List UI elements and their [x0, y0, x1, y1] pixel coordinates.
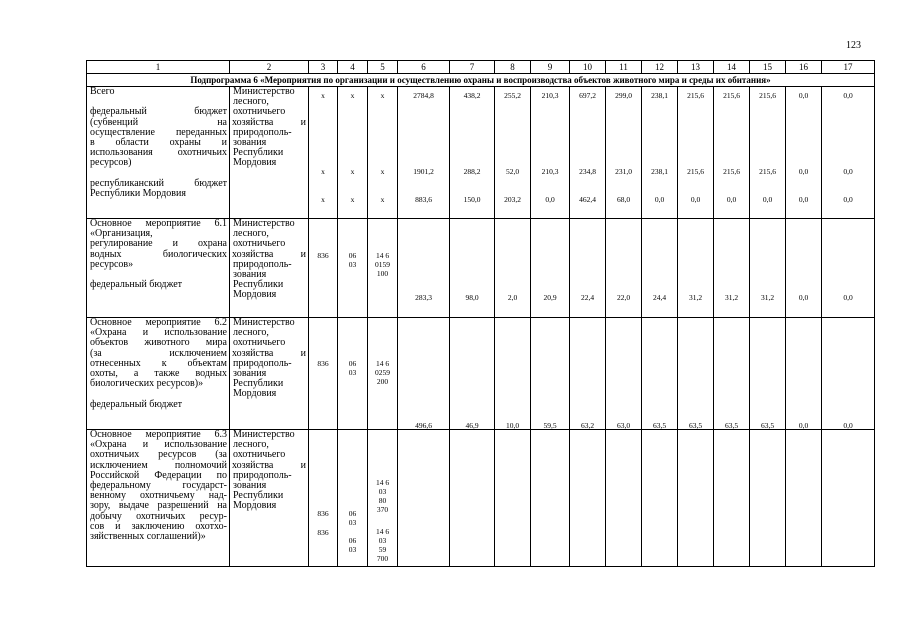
cell-text-line: охотничьего: [233, 238, 286, 250]
cell-text-line: регулирование и охрана: [90, 238, 227, 250]
value: 20,9: [543, 293, 557, 302]
cell-text-line: Министерство: [233, 87, 295, 97]
value: 0,0: [843, 293, 853, 302]
cell-text-line: федеральный бюджет: [90, 279, 183, 291]
cell-section-code: [338, 219, 368, 318]
cell-text-line: «Охрана и использование: [90, 439, 227, 451]
value: 0,0: [798, 167, 809, 176]
header-col-12: 12: [642, 61, 678, 74]
header-row: [87, 61, 875, 74]
code-value: 14 6: [375, 478, 390, 487]
cell-text-line: зору, выдаче разрешений на: [90, 500, 227, 512]
cell-text-line: Республики: [233, 378, 284, 390]
cell-value-col-17: [822, 430, 875, 567]
header-col-1: 1: [87, 61, 230, 74]
header-col-7: 7: [450, 61, 495, 74]
code-mark: x: [380, 195, 385, 204]
code-value: 14 6: [375, 359, 390, 368]
code-mark: x: [321, 195, 325, 204]
cell-text-line: добычу охотничьих ресур-: [90, 510, 227, 522]
code-mark: x: [321, 91, 325, 100]
table-row-m61: [87, 219, 875, 318]
header-col-9: 9: [531, 61, 570, 74]
cell-text-line: хозяйства и: [232, 347, 306, 359]
cell-text-line: водных биологических: [90, 248, 227, 260]
value: 24,4: [652, 293, 667, 302]
cell-target-code: [368, 87, 398, 219]
cell-value-col-8: [495, 87, 531, 219]
value: 2784,8: [413, 91, 434, 100]
cell-value-col-13: [678, 87, 714, 219]
cell-text-line: (за исключением: [90, 347, 227, 359]
cell-executor: [230, 318, 309, 430]
value: 210,3: [541, 91, 559, 100]
cell-value-col-11: [606, 219, 642, 318]
cell-value-col-7: [450, 219, 495, 318]
value: 288,2: [463, 167, 481, 176]
cell-section-code: [338, 87, 368, 219]
cell-value-col-12: [642, 87, 678, 219]
cell-value-col-16: [786, 87, 822, 219]
cell-value-col-15: [750, 318, 786, 430]
code-value: 06: [348, 536, 357, 545]
cell-value-col-10: [570, 318, 606, 430]
value: 22,4: [580, 293, 595, 302]
cell-ministry-code: [309, 87, 338, 219]
code-value: 200: [376, 377, 389, 386]
cell-text-line: Основное мероприятие 6.3: [90, 430, 227, 440]
code-mark: x: [321, 167, 325, 176]
cell-text-line: исключением полномочий: [90, 459, 227, 471]
cell-value-col-14: [714, 430, 750, 567]
cell-text-line: федеральный бюджет: [90, 398, 183, 410]
page-number: 123: [846, 40, 861, 51]
cell-value-col-13: [678, 430, 714, 567]
header-col-3: 3: [309, 61, 338, 74]
value: 210,3: [541, 167, 559, 176]
cell-text-line: лесного,: [233, 96, 269, 108]
code-mark: x: [380, 91, 385, 100]
cell-value-col-7: [450, 430, 495, 567]
cell-text-line: зования: [233, 480, 267, 491]
code-value: 836: [317, 528, 329, 537]
cell-value-col-11: [606, 87, 642, 219]
cell-text-line: Республики Мордовия: [90, 188, 186, 199]
header-col-15: 15: [750, 61, 786, 74]
code-value: 700: [376, 554, 389, 563]
value: 63,5: [652, 421, 667, 429]
header-col-8: 8: [495, 61, 531, 74]
cell-value-col-8: [495, 318, 531, 430]
value: 215,6: [687, 91, 704, 100]
code-value: 03: [348, 518, 357, 527]
code-value: 14 6: [375, 527, 390, 536]
code-value: 836: [317, 359, 329, 368]
cell-value-col-17: [822, 219, 875, 318]
value: 0,0: [726, 195, 737, 204]
cell-text-line: зования: [233, 368, 267, 379]
subprogram-row: [87, 74, 875, 87]
value: 255,2: [504, 91, 521, 100]
cell-value-col-6: [398, 219, 450, 318]
cell-value-col-11: [606, 430, 642, 567]
code-value: 03: [348, 368, 357, 377]
cell-text-line: зяйственных соглашений)»: [90, 531, 206, 542]
value: 0,0: [798, 91, 809, 100]
cell-text-line: лесного,: [233, 228, 269, 240]
cell-description: [87, 318, 230, 430]
cell-value-col-15: [750, 430, 786, 567]
value: 0,0: [654, 195, 665, 204]
cell-text-line: охотничьего: [233, 337, 286, 349]
code-value: 80: [378, 496, 387, 505]
table-row-m62: [87, 318, 875, 430]
cell-text-line: охотничьих ресурсов (за: [90, 449, 227, 461]
value: 63,0: [616, 421, 631, 429]
value: 697,2: [579, 91, 596, 100]
value: 238,1: [651, 167, 668, 176]
value: 150,0: [463, 195, 481, 204]
cell-text-line: использования охотничьих: [90, 147, 227, 159]
cell-value-col-9: [531, 318, 570, 430]
value: 63,5: [724, 421, 739, 429]
cell-description: [87, 87, 230, 219]
cell-executor: [230, 219, 309, 318]
cell-section-code: [338, 430, 368, 567]
table-row-total: [87, 87, 875, 219]
value: 496,6: [415, 421, 432, 429]
cell-text-line: зования: [233, 137, 267, 148]
code-value: 0159: [375, 260, 390, 269]
cell-text-line: федеральному государст-: [90, 480, 227, 491]
cell-text-line: Республики: [233, 490, 284, 502]
code-value: 03: [378, 487, 387, 496]
cell-text-line: Мордовия: [233, 388, 277, 400]
code-value: 06: [348, 359, 357, 368]
cell-value-col-7: [450, 87, 495, 219]
header-col-11: 11: [606, 61, 642, 74]
cell-text-line: объектов животного мира: [90, 337, 227, 349]
cell-text-line: Республики: [233, 279, 284, 291]
header-col-6: 6: [398, 61, 450, 74]
cell-target-code: [368, 318, 398, 430]
cell-text-line: Всего: [90, 87, 115, 97]
code-mark: x: [380, 167, 385, 176]
cell-text-line: Основное мероприятие 6.1: [90, 219, 227, 229]
code-value: 836: [317, 251, 329, 260]
cell-text-line: хозяйства и: [232, 459, 306, 471]
value: 215,6: [759, 167, 776, 176]
cell-text-line: «Охрана и использование: [90, 327, 227, 339]
value: 98,0: [465, 293, 479, 302]
cell-text-line: Российской Федерации по: [90, 469, 227, 481]
header-col-16: 16: [786, 61, 822, 74]
cell-value-col-7: [450, 318, 495, 430]
cell-description: [87, 219, 230, 318]
value: 203,2: [504, 195, 521, 204]
value: 0,0: [545, 195, 555, 204]
cell-text-line: природополь-: [233, 469, 292, 481]
cell-text-line: Мордовия: [233, 500, 277, 512]
cell-value-col-11: [606, 318, 642, 430]
cell-text-line: биологических ресурсов)»: [90, 378, 204, 390]
value: 31,2: [724, 293, 739, 302]
value: 63,2: [580, 421, 595, 429]
value: 63,5: [760, 421, 775, 429]
cell-text-line: природополь-: [233, 258, 292, 270]
value: 299,0: [615, 91, 632, 100]
code-mark: x: [350, 167, 355, 176]
cell-text-line: «Организация,: [90, 228, 153, 240]
value: 1901,2: [413, 167, 434, 176]
code-value: 03: [348, 545, 357, 554]
value: 0,0: [762, 195, 773, 204]
cell-value-col-6: [398, 87, 450, 219]
cell-value-col-10: [570, 87, 606, 219]
value: 215,6: [759, 91, 776, 100]
value: 10,0: [505, 421, 520, 429]
code-value: 03: [378, 536, 387, 545]
cell-text-line: федеральный бюджет: [90, 106, 227, 118]
value: 462,4: [579, 195, 596, 204]
cell-value-col-14: [714, 219, 750, 318]
value: 0,0: [798, 195, 809, 204]
cell-text-line: сов и заключению охотхо-: [90, 520, 227, 532]
cell-text-line: лесного,: [233, 327, 269, 339]
value: 438,2: [463, 91, 481, 100]
cell-text-line: Республики: [233, 147, 284, 159]
value: 0,0: [690, 195, 701, 204]
cell-text-line: хозяйства и: [232, 248, 306, 260]
cell-text-line: осуществление переданных: [90, 126, 227, 138]
cell-text-line: Основное мероприятие 6.2: [90, 318, 227, 328]
cell-value-col-17: [822, 318, 875, 430]
code-value: 100: [376, 269, 389, 278]
code-value: 06: [348, 509, 357, 518]
value: 46,9: [465, 421, 479, 429]
cell-text-line: зования: [233, 269, 267, 280]
cell-ministry-code: [309, 318, 338, 430]
cell-text-line: республиканский бюджет: [90, 177, 227, 189]
value: 22,0: [616, 293, 631, 302]
value: 0,0: [798, 293, 809, 302]
header-col-4: 4: [338, 61, 368, 74]
budget-table: [86, 60, 875, 567]
value: 215,6: [723, 91, 740, 100]
value: 52,0: [505, 167, 520, 176]
cell-value-col-17: [822, 87, 875, 219]
value: 234,8: [579, 167, 596, 176]
cell-text-line: Мордовия: [233, 157, 277, 169]
code-value: 03: [348, 260, 357, 269]
cell-value-col-10: [570, 219, 606, 318]
value: 31,2: [760, 293, 775, 302]
cell-text-line: природополь-: [233, 126, 292, 138]
value: 2,0: [507, 293, 518, 302]
code-value: 836: [317, 509, 329, 518]
value: 63,5: [688, 421, 703, 429]
cell-value-col-16: [786, 318, 822, 430]
value: 231,0: [615, 167, 632, 176]
cell-executor: [230, 430, 309, 567]
code-mark: x: [350, 195, 355, 204]
code-value: 06: [348, 251, 357, 260]
cell-text-line: Мордовия: [233, 289, 277, 301]
table-row-m63: [87, 430, 875, 567]
header-col-17: 17: [822, 61, 875, 74]
cell-section-code: [338, 318, 368, 430]
cell-value-col-13: [678, 219, 714, 318]
header-col-13: 13: [678, 61, 714, 74]
header-col-5: 5: [368, 61, 398, 74]
cell-description: [87, 430, 230, 567]
header-col-2: 2: [230, 61, 309, 74]
cell-value-col-10: [570, 430, 606, 567]
cell-value-col-12: [642, 318, 678, 430]
cell-value-col-15: [750, 87, 786, 219]
value: 0,0: [843, 91, 853, 100]
cell-value-col-8: [495, 219, 531, 318]
cell-text-line: отнесенных к объектам: [90, 357, 227, 369]
value: 0,0: [798, 421, 809, 429]
value: 31,2: [688, 293, 703, 302]
code-value: 0259: [375, 368, 390, 377]
cell-target-code: [368, 219, 398, 318]
value: 883,6: [415, 195, 432, 204]
cell-text-line: ресурсов): [90, 157, 132, 169]
cell-ministry-code: [309, 219, 338, 318]
subprogram-title: Подпрограмма 6 «Мероприятия по организации и осуществлению охраны и воспроизводства объектов животного мира и среды их обитания»: [87, 74, 875, 87]
header-col-10: 10: [570, 61, 606, 74]
code-mark: x: [350, 91, 355, 100]
cell-value-col-13: [678, 318, 714, 430]
cell-value-col-14: [714, 318, 750, 430]
cell-text-line: хозяйства и: [232, 116, 306, 128]
header-col-14: 14: [714, 61, 750, 74]
cell-text-line: Министерство: [233, 430, 295, 440]
cell-text-line: охотничьего: [233, 449, 286, 461]
cell-value-col-6: [398, 318, 450, 430]
code-value: 370: [376, 505, 389, 514]
cell-value-col-12: [642, 430, 678, 567]
value: 0,0: [843, 167, 853, 176]
cell-value-col-16: [786, 219, 822, 318]
cell-text-line: ресурсов»: [90, 258, 134, 270]
cell-text-line: Министерство: [233, 219, 295, 229]
value: 0,0: [843, 195, 853, 204]
cell-text-line: охоты, а также водных: [90, 368, 227, 379]
cell-text-line: в области охраны и: [90, 137, 227, 148]
cell-value-col-15: [750, 219, 786, 318]
cell-value-col-9: [531, 219, 570, 318]
value: 68,0: [616, 195, 631, 204]
cell-text-line: лесного,: [233, 439, 269, 451]
cell-value-col-12: [642, 219, 678, 318]
cell-value-col-14: [714, 87, 750, 219]
cell-text-line: природополь-: [233, 357, 292, 369]
cell-ministry-code: [309, 430, 338, 567]
cell-text-line: охотничьего: [233, 106, 286, 118]
code-value: 14 6: [375, 251, 390, 260]
cell-text-line: (субвенций на: [90, 116, 227, 128]
value: 59,5: [543, 421, 557, 429]
value: 0,0: [843, 421, 853, 429]
cell-value-col-16: [786, 430, 822, 567]
value: 238,1: [651, 91, 668, 100]
value: 215,6: [723, 167, 740, 176]
cell-target-code: [368, 430, 398, 567]
cell-text-line: Министерство: [233, 318, 295, 328]
cell-executor: [230, 87, 309, 219]
cell-value-col-6: [398, 430, 450, 567]
value: 283,3: [415, 293, 432, 302]
value: 215,6: [687, 167, 704, 176]
cell-value-col-9: [531, 430, 570, 567]
code-value: 59: [378, 545, 387, 554]
cell-value-col-8: [495, 430, 531, 567]
cell-value-col-9: [531, 87, 570, 219]
cell-text-line: венному охотничьему над-: [90, 490, 227, 502]
